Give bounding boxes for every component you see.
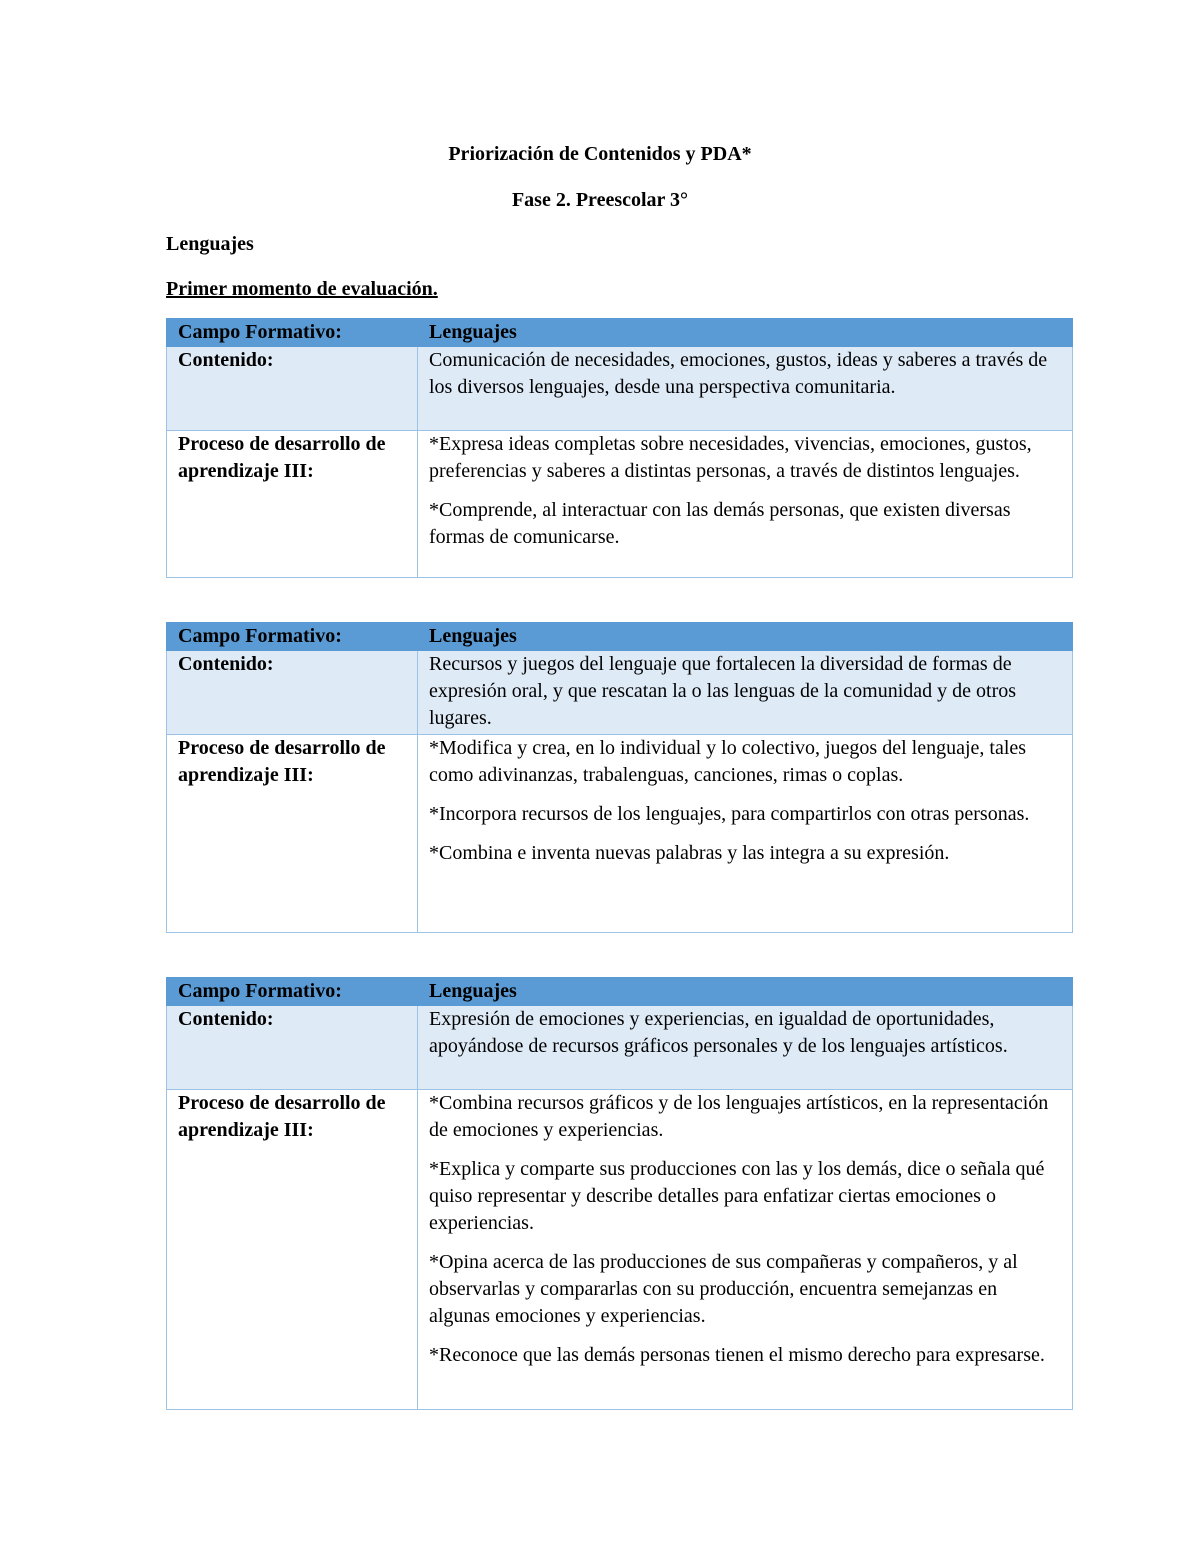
contenido-label: Contenido: [167, 651, 418, 735]
proceso-label: Proceso de desarrollo de aprendizaje III: [167, 1090, 418, 1410]
proceso-cell [418, 1090, 1073, 1410]
proceso-label: Proceso de desarrollo de aprendizaje III: [167, 735, 418, 933]
campo-label: Campo Formativo: [167, 319, 418, 347]
contenido-value: Comunicación de necesidades, emociones, gustos, ideas y saberes a través de los diversos lenguajes, desde una perspectiva comunitaria. [418, 347, 1073, 431]
table-header-row [167, 978, 1073, 1006]
pda-table [166, 977, 1073, 1410]
proceso-row [167, 735, 1073, 933]
contenido-value: Expresión de emociones y experiencias, en igualdad de oportunidades, apoyándose de recursos gráficos personales y de los lenguajes artísticos. [418, 1006, 1073, 1090]
proceso-row [167, 1090, 1073, 1410]
pda-item: *Reconoce que las demás personas tienen el mismo derecho para expresarse. [429, 1344, 1045, 1366]
document-title: Priorización de Contenidos y PDA* [448, 143, 752, 165]
contenido-value: Recursos y juegos del lenguaje que fortalecen la diversidad de formas de expresión oral, y que rescatan la o las lenguas de la comunidad y de otros lugares. [418, 651, 1073, 735]
document-subtitle: Fase 2. Preescolar 3° [511, 189, 689, 211]
proceso-cell [418, 735, 1073, 933]
campo-value: Lenguajes [418, 623, 1073, 651]
pda-item: *Expresa ideas completas sobre necesidades, vivencias, emociones, gustos, preferencias y saberes a distintas personas, a través de distintos lenguajes. [429, 433, 1032, 482]
contenido-row [167, 347, 1073, 431]
pda-item: *Modifica y crea, en lo individual y lo colectivo, juegos del lenguaje, tales como adivinanzas, trabalenguas, canciones, rimas o coplas. [429, 737, 1027, 786]
pda-item: *Opina acerca de las producciones de sus compañeras y compañeros, y al observarlas y compararlas con su producción, encuentra semejanzas en algunas emociones y experiencias. [429, 1251, 1018, 1327]
campo-label: Campo Formativo: [167, 623, 418, 651]
pda-item: *Comprende, al interactuar con las demás personas, que existen diversas formas de comunicarse. [429, 499, 1011, 548]
pda-table [166, 318, 1073, 578]
proceso-label: Proceso de desarrollo de aprendizaje III: [167, 431, 418, 578]
contenido-label: Contenido: [167, 347, 418, 431]
contenido-label: Contenido: [167, 1006, 418, 1090]
proceso-row [167, 431, 1073, 578]
pda-item: *Combina recursos gráficos y de los lenguajes artísticos, en la representación de emociones y experiencias. [429, 1092, 1049, 1141]
pda-table [166, 622, 1073, 933]
proceso-cell [418, 431, 1073, 578]
pda-item: *Incorpora recursos de los lenguajes, para compartirlos con otras personas. [429, 803, 1030, 825]
campo-value: Lenguajes [418, 978, 1073, 1006]
campo-value: Lenguajes [418, 319, 1073, 347]
contenido-row [167, 1006, 1073, 1090]
contenido-row [167, 651, 1073, 735]
moment-heading: Primer momento de evaluación. [166, 278, 438, 300]
campo-label: Campo Formativo: [167, 978, 418, 1006]
table-header-row [167, 319, 1073, 347]
area-heading: Lenguajes [166, 233, 254, 255]
pda-item: *Combina e inventa nuevas palabras y las integra a su expresión. [429, 842, 950, 864]
table-header-row [167, 623, 1073, 651]
pda-item: *Explica y comparte sus producciones con las y los demás, dice o señala qué quiso representar y describe detalles para enfatizar ciertas emociones o experiencias. [429, 1158, 1045, 1234]
